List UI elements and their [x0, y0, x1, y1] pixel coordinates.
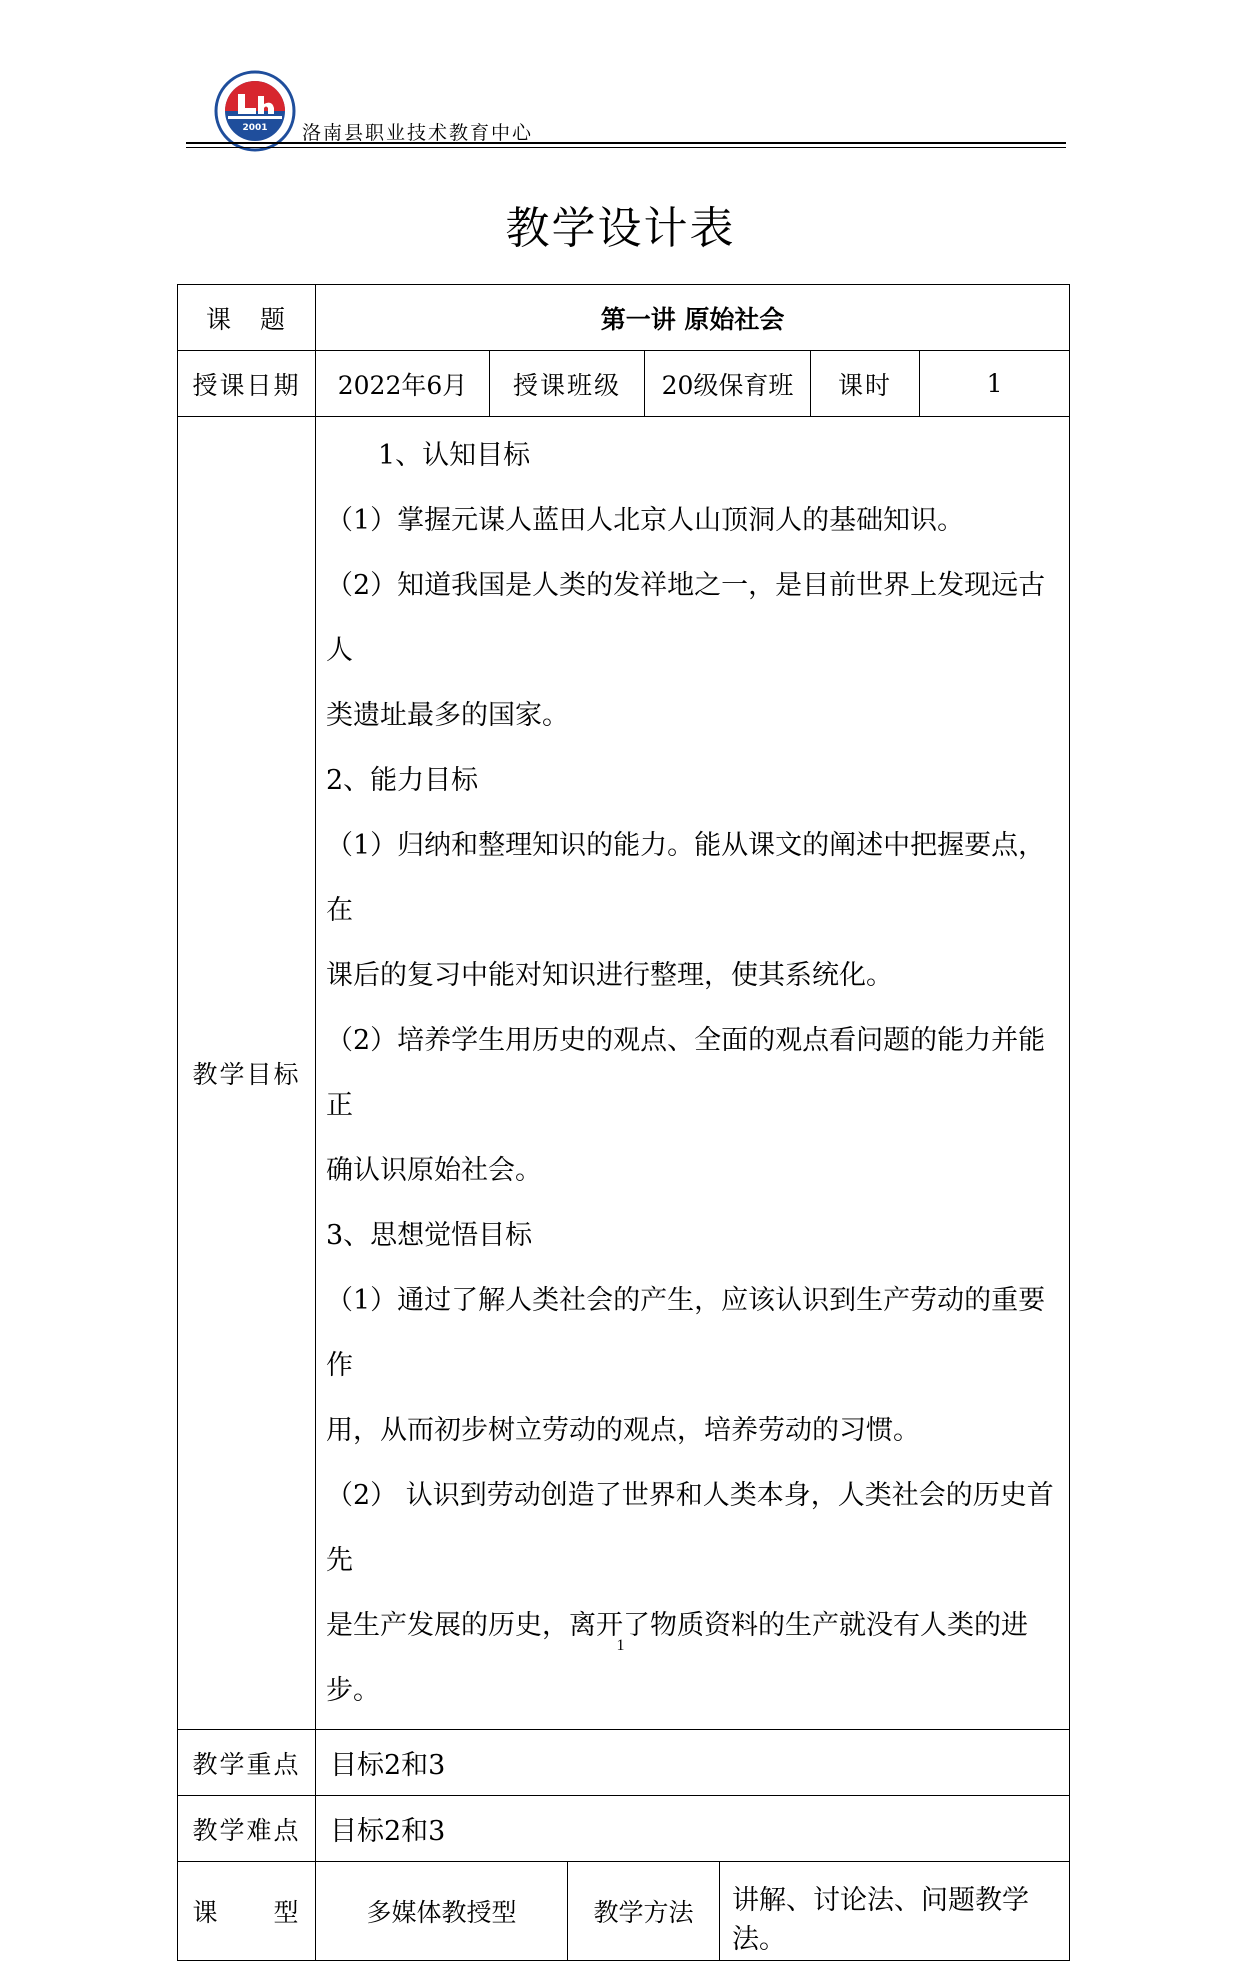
method-label: 教学方法 [568, 1862, 720, 1961]
goals-line: （1）掌握元谋人蓝田人北京人山顶洞人的基础知识。 [326, 505, 965, 536]
difficulty-value: 目标2和3 [316, 1796, 1070, 1862]
class-label: 授课班级 [490, 351, 645, 417]
hours-value: 1 [920, 351, 1070, 417]
org-name: 洛南县职业技术教育中心 [302, 122, 534, 144]
type-value: 多媒体教授型 [316, 1862, 568, 1961]
page-number: 1 [616, 1637, 625, 1654]
difficulty-label: 教学难点 [178, 1796, 316, 1862]
goals-line: 类遗址最多的国家。 [326, 700, 569, 731]
goals-line: 2、能力目标 [326, 765, 479, 796]
hours-label: 课时 [811, 351, 920, 417]
focus-value: 目标2和3 [316, 1730, 1070, 1796]
goals-label: 教学目标 [178, 417, 316, 1730]
header-rule-thin [186, 147, 1066, 148]
type-label: 课 型 [178, 1862, 316, 1961]
goals-line: 是生产发展的历史，离开了物质资料的生产就没有人类的进步。 [326, 1610, 1028, 1706]
goals-line: （2）知道我国是人类的发祥地之一，是目前世界上发现远古人 [326, 570, 1046, 666]
goals-line: 3、思想觉悟目标 [326, 1220, 533, 1251]
date-value: 2022年6月 [316, 351, 490, 417]
method-value: 讲解、讨论法、问题教学法。 [720, 1862, 1070, 1961]
goals-line: 确认识原始社会。 [326, 1155, 542, 1186]
goals-line: 1、认知目标 [378, 440, 531, 471]
goals-line: （2）培养学生用历史的观点、全面的观点看问题的能力并能正 [326, 1025, 1046, 1121]
goals-content [316, 417, 1070, 1730]
goals-line: 课后的复习中能对知识进行整理，使其系统化。 [326, 960, 893, 991]
topic-label: 课 题 [178, 285, 316, 351]
goals-line: （1）通过了解人类社会的产生，应该认识到生产劳动的重要作 [326, 1285, 1046, 1381]
svg-text:2001: 2001 [242, 123, 268, 133]
goals-line: （1）归纳和整理知识的能力。能从课文的阐述中把握要点，在 [326, 830, 1046, 926]
teaching-design-table [177, 284, 1070, 1961]
header-rule [186, 142, 1066, 144]
date-label: 授课日期 [178, 351, 316, 417]
focus-label: 教学重点 [178, 1730, 316, 1796]
school-logo [214, 70, 296, 152]
goals-line: （2） 认识到劳动创造了世界和人类本身，人类社会的历史首先 [326, 1480, 1054, 1576]
page-title: 教学设计表 [505, 203, 736, 254]
topic-value: 第一讲 原始社会 [316, 285, 1070, 351]
goals-line: 用，从而初步树立劳动的观点，培养劳动的习惯。 [326, 1415, 920, 1446]
class-value: 20级保育班 [645, 351, 811, 417]
page-header [186, 60, 1066, 158]
